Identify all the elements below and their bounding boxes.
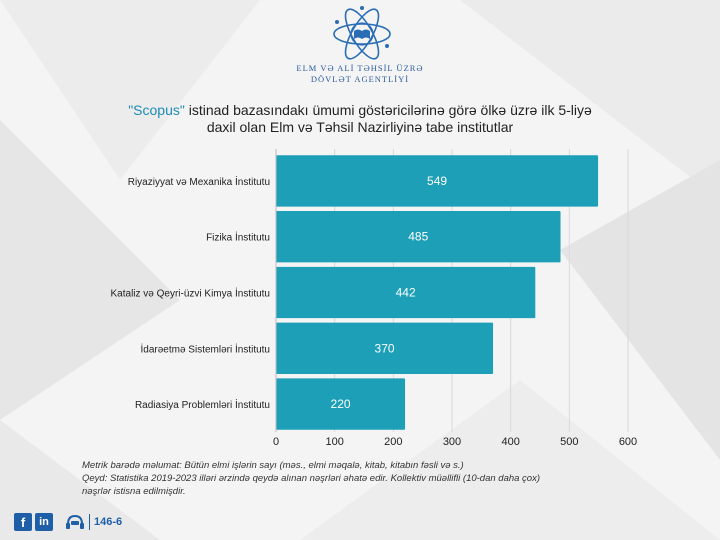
bar-value-label: 549 [427,173,448,188]
headset-icon [64,513,86,531]
hotline-number: 146-6 [94,516,123,528]
agency-name-line2: DÖVLƏT AGENTLİYİ [310,74,410,84]
category-label: Fizika İnstitutu [206,232,270,244]
facebook-icon[interactable]: f [14,513,32,531]
x-tick-label: 100 [325,436,344,448]
x-tick-label: 200 [384,436,403,448]
note-remark: Qeyd: Statistika 2019-2023 illəri ərzində qeydə alınan nəşrləri əhatə edir. Kollektiv müəllifli (10-dan daha çox) [82,473,541,484]
note-metric: Metrik barədə məlumat: Bütün elmi işlərin sayı (məs., elmi məqalə, kitab, kitabın fəsli və s.) [82,460,464,471]
linkedin-icon[interactable]: in [35,513,53,531]
x-tick-label: 400 [501,436,520,448]
category-label: Riyaziyyat və Mexanika İnstitutu [127,176,270,188]
bar-value-label: 370 [374,341,395,356]
title-highlight: "Scopus" [128,102,185,118]
x-tick-label: 500 [560,436,579,448]
bar-value-label: 220 [330,397,351,412]
chart-notes [82,459,642,498]
agency-name-line1: ELM VƏ ALİ TƏHSİL ÜZRƏ [296,63,424,73]
bar-value-label: 485 [408,229,429,244]
note-remark-cont: nəşrlər istisna edilmişdir. [82,486,186,497]
bar-value-label: 442 [395,285,416,300]
category-label: İdarəetmə Sistemləri İnstitutu [140,344,270,356]
x-tick-label: 600 [618,436,638,448]
x-tick-label: 0 [272,436,280,448]
x-tick-label: 300 [442,436,462,448]
footer-separator [89,514,90,530]
category-label: Kataliz və Qeyri-üzvi Kimya İnstitutu [110,288,270,300]
category-label: Radiasiya Problemləri İnstitutu [134,400,270,412]
title-line2: daxil olan Elm və Təhsil Nazirliyinə tabe institutlar [206,119,514,135]
footer [14,512,122,532]
title-line1-rest: istinad bazasındakı ümumi göstəricilərinə görə ölkə üzrə ilk 5-liyə [184,102,592,118]
